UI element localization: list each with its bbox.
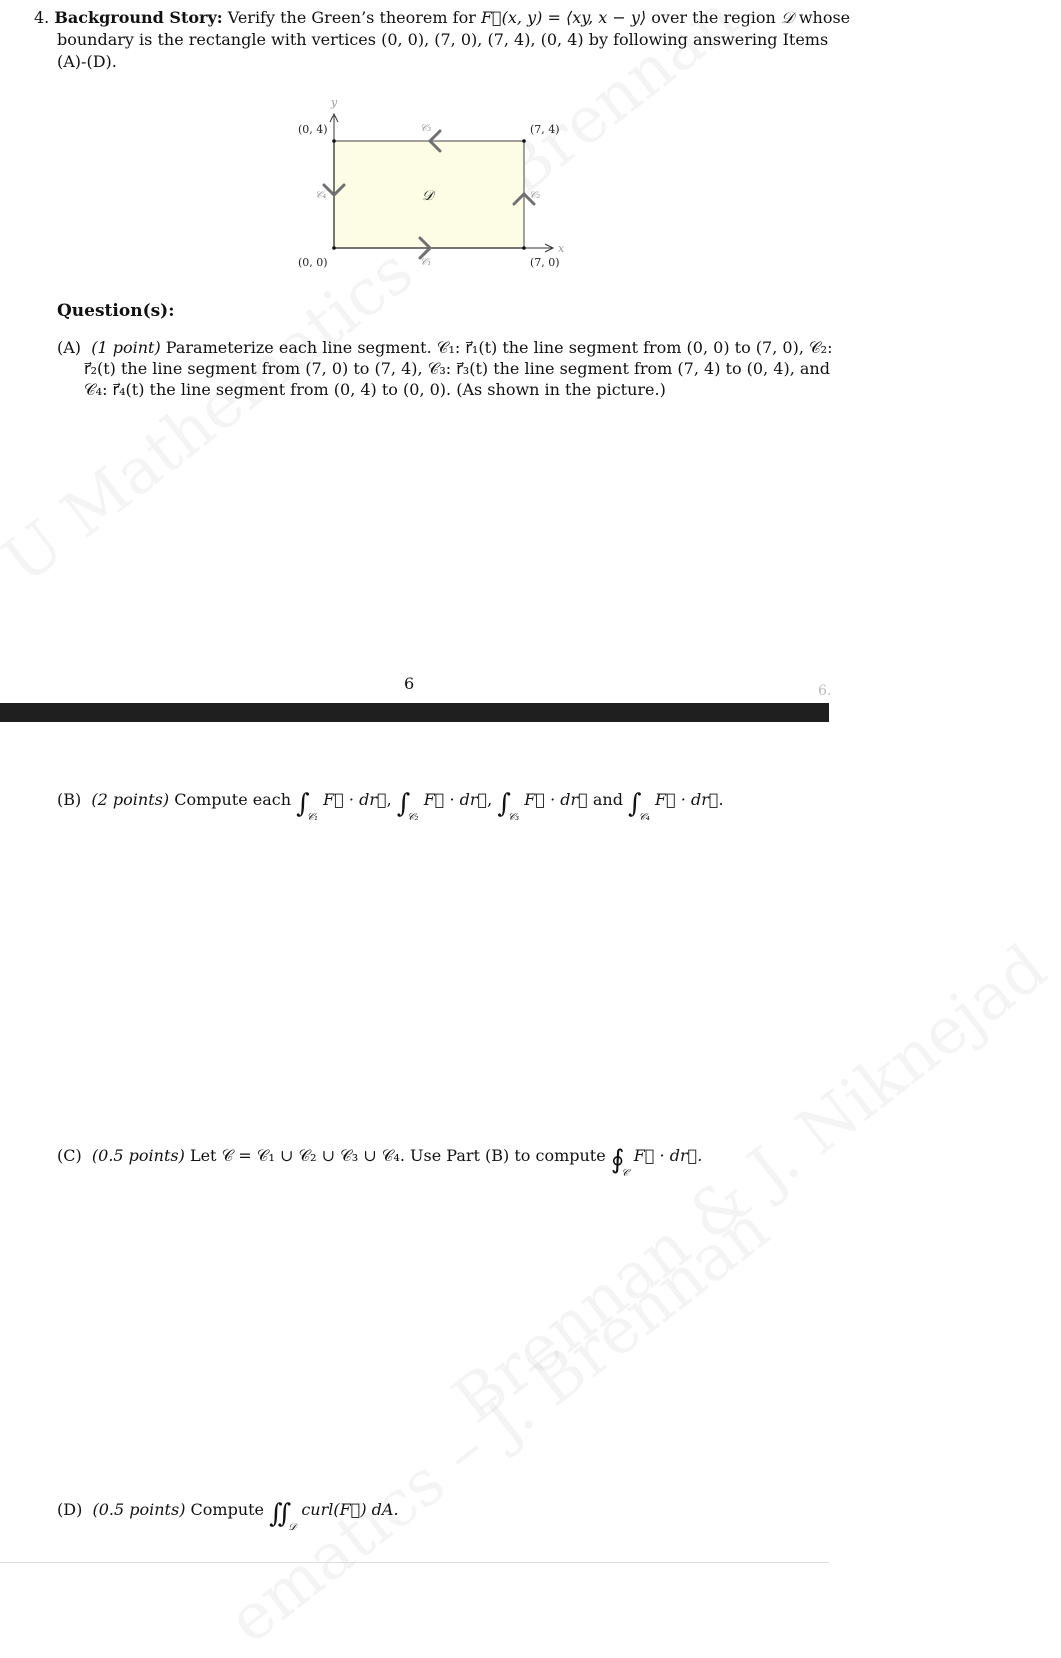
problem-line-2: boundary is the rectangle with vertices (0, 0), (7, 0), (7, 4), (0, 4) by following answering Items [57,30,829,49]
c2-label: 𝒞₂ [529,190,541,201]
integral-sign: $\int_{𝒞_3}$ [497,789,520,823]
integral-sign: $\int_{𝒞_2}$ [396,789,419,823]
c3-label: 𝒞₃ [420,123,432,134]
integrand-c2: F⃗ · dr⃗ [423,790,488,809]
integral-sign: $\int_{𝒞_1}$ [296,789,319,823]
problem-number: 4. [34,8,50,27]
double-integral-subscript: 𝒟 [288,1522,297,1533]
part-c-label: (C) [57,1146,82,1165]
vertex-label-top-right: (7, 4) [530,123,560,136]
vertex-label-bottom-right: (7, 0) [530,256,560,269]
vertex-dot [332,246,336,250]
watermark [215,1192,783,1658]
integral-subscript-c1: 𝒞₁ [306,812,319,823]
region-label: 𝒟 [422,188,434,204]
part-c [57,1145,703,1179]
part-d-text: Compute [190,1500,265,1519]
region-symbol: 𝒟 [780,8,794,27]
part-a-points: (1 point) [91,338,161,357]
part-c-points: (0.5 points) [91,1146,185,1165]
double-integral-sign: $∬_𝒟$ [269,1499,297,1533]
integrand-c1: F⃗ · dr⃗ [323,790,387,809]
vertex-dot [332,139,336,143]
part-d [57,1499,399,1533]
part-a-line-3: 𝒞₄: r⃗₄(t) the line segment from (0, 4) to (0, 0). (As shown in the picture.) [84,380,666,399]
part-b-label: (B) [57,790,82,809]
side-page-number: 6. [818,683,832,699]
watermark [440,931,1061,1439]
vertex-label-origin: (0, 0) [298,256,328,269]
vertex-label-top-left: (0, 4) [298,123,328,136]
page-divider [0,703,829,722]
questions-heading: Question(s): [57,301,175,321]
part-a-line-2: r⃗₂(t) the line segment from (7, 0) to (7, 4), 𝒞₃: r⃗₃(t) the line segment from (7, 4) to (0, 4), and [84,359,830,378]
part-b [57,789,724,823]
vertex-dot [522,246,526,250]
part-a-label: (A) [57,338,82,357]
problem-intro-3: whose [798,8,851,27]
part-b-points: (2 points) [91,790,170,809]
c4-label: 𝒞₄ [315,190,327,201]
integrand-c3: F⃗ · dr⃗ [524,790,588,809]
part-d-points: (0.5 points) [92,1500,186,1519]
contour-integral-subscript: 𝒞 [621,1168,629,1179]
part-c-integrand: F⃗ · dr⃗. [633,1146,703,1165]
part-b-text: Compute each [174,790,292,809]
bottom-rule [0,1562,829,1563]
separator: , [386,790,392,809]
integral-sign: $\int_{𝒞_4}$ [628,789,650,823]
vector-field-definition: F⃗(x, y) = ⟨xy, x − y⟩ [480,8,647,27]
x-axis-label: x [558,242,565,255]
integral-subscript-c2: 𝒞₂ [407,812,419,823]
separator: , [487,790,493,809]
part-c-text: Let 𝒞 = 𝒞₁ ∪ 𝒞₂ ∪ 𝒞₃ ∪ 𝒞₄. Use Part (B) to compute [189,1146,606,1165]
part-d-integrand: curl(F⃗) dA. [301,1500,399,1519]
y-axis-label: y [331,96,338,109]
integrand-c4: F⃗ · dr⃗ [654,790,719,809]
problem-line-3: (A)-(D). [57,52,117,71]
integral-subscript-c4: 𝒞₄ [638,812,650,823]
background-story-heading: Background Story: [54,8,223,27]
problem-intro-2: over the region [651,8,776,27]
page-number: 6 [404,674,415,693]
c1-label: 𝒞₁ [420,257,432,268]
part-a-line-1 [57,338,832,358]
terminal-period: . [718,790,724,809]
conjunction: and [592,790,623,809]
part-a-text-1: Parameterize each line segment. 𝒞₁: r⃗₁(t) the line segment from (0, 0) to (7, 0), 𝒞₂: [165,338,833,357]
contour-integral-sign: $∮_𝒞$ [610,1145,629,1179]
rectangle-figure [0,0,829,300]
integral-subscript-c3: 𝒞₃ [507,812,520,823]
part-d-label: (D) [57,1500,83,1519]
problem-intro: Verify the Green’s theorem for [227,8,476,27]
vertex-dot [522,139,526,143]
